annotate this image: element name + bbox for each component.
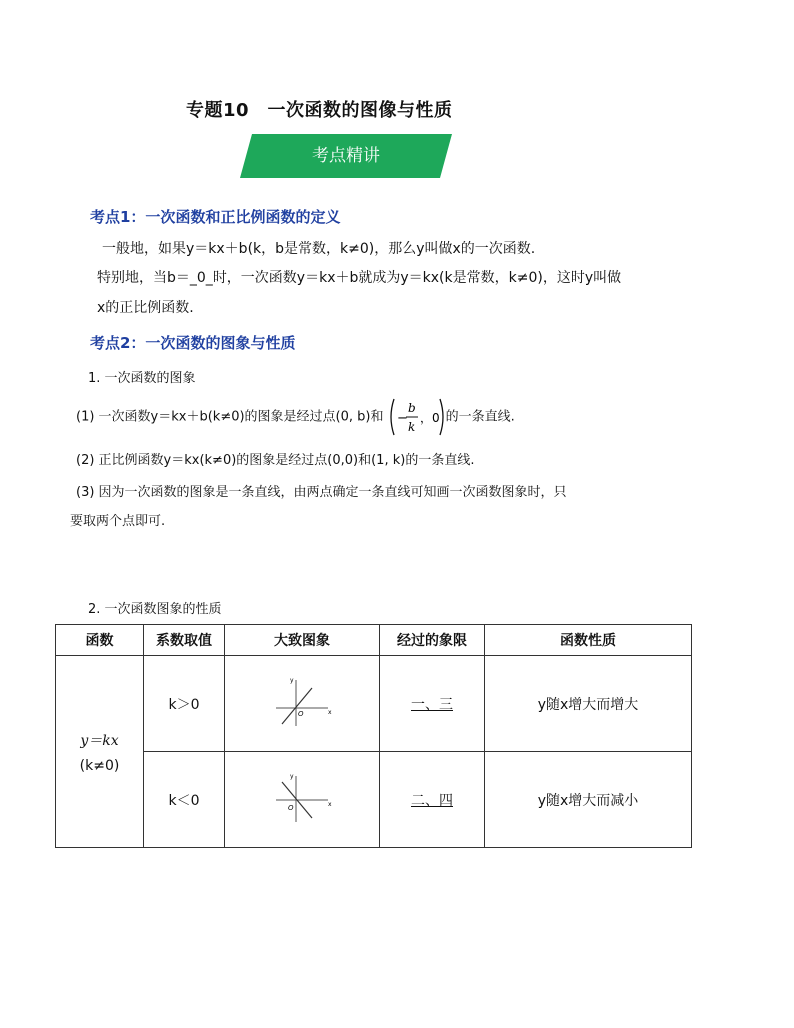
kp1-line2-end: 时，一次函数y＝kx＋b就成为y＝kx(k是常数，k≠0)，这时y叫做 <box>212 270 622 286</box>
kp2-item1 <box>76 397 515 437</box>
quadrant-cell <box>380 656 485 752</box>
kp1-line3: x的正比例函数. <box>97 300 194 316</box>
kp2-item3-line1: (3) 因为一次函数的图象是一条直线，由两点确定一条直线可知画一次函数图象时，只 <box>76 485 567 500</box>
kp2-item1-text: (1) 一次函数y＝kx＋b(k≠0)的图象是经过点(0, b)和 <box>76 409 384 425</box>
fraction-point <box>388 397 446 437</box>
properties-table <box>55 624 692 848</box>
quadrant-cell <box>380 752 485 848</box>
kp2-sub2: 2. 一次函数图象的性质 <box>88 602 222 617</box>
header-cell: 系数取值 <box>144 625 225 656</box>
origin-label: O <box>298 709 304 718</box>
header-cell: 函数 <box>56 625 144 656</box>
frac-zero: ，0 <box>419 411 440 425</box>
quadrant-answer: 二、四 <box>411 792 453 809</box>
line-k-positive <box>282 688 312 724</box>
property-cell: y随x增大而增大 <box>485 656 692 752</box>
kp2-sub1: 1. 一次函数的图象 <box>88 371 196 386</box>
table-header-row <box>56 625 692 656</box>
kp1-blank: _0_ <box>189 270 213 286</box>
graph-positive-slope <box>270 674 334 730</box>
header-cell: 大致图象 <box>225 625 380 656</box>
frac-minus: − <box>396 411 408 426</box>
axis-y-label: y <box>290 772 294 780</box>
page-title: 专题10 一次函数的图像与性质 <box>186 100 453 121</box>
kp2-item1-end: 的一条直线. <box>445 409 515 425</box>
header-cell: 函数性质 <box>485 625 692 656</box>
kp2-heading: 考点2：一次函数的图象与性质 <box>90 334 296 352</box>
graph-cell <box>225 752 380 848</box>
function-cond: (k≠0) <box>79 757 120 774</box>
axis-x-label: x <box>328 800 332 808</box>
axis-x-label: x <box>328 708 332 716</box>
property-cell: y随x增大而减小 <box>485 752 692 848</box>
axis-y-label: y <box>290 676 294 684</box>
frac-num: b <box>407 401 416 415</box>
table-row <box>56 656 692 752</box>
function-cell <box>56 656 144 848</box>
kp1-heading: 考点1：一次函数和正比例函数的定义 <box>90 208 341 226</box>
quadrant-answer: 一、三 <box>411 696 453 713</box>
coef-cell: k＞0 <box>144 656 225 752</box>
kp1-line2-start: 特别地，当b＝ <box>97 270 190 286</box>
graph-negative-slope <box>270 770 334 826</box>
right-paren <box>440 399 443 435</box>
section-banner <box>240 134 452 178</box>
kp2-item3-line2: 要取两个点即可. <box>70 514 166 529</box>
banner-label: 考点精讲 <box>312 146 380 166</box>
function-expr: y＝kx <box>80 732 119 749</box>
kp1-line2 <box>97 268 621 288</box>
table-row <box>56 752 692 848</box>
kp1-line1: 一般地，如果y＝kx＋b(k，b是常数，k≠0)，那么y叫做x的一次函数. <box>102 241 536 257</box>
graph-cell <box>225 656 380 752</box>
left-paren <box>391 399 394 435</box>
kp2-item2: (2) 正比例函数y＝kx(k≠0)的图象是经过点(0,0)和(1, k)的一条直线. <box>76 453 475 468</box>
header-cell: 经过的象限 <box>380 625 485 656</box>
origin-label: O <box>288 803 294 812</box>
frac-den: k <box>407 420 415 434</box>
coef-cell: k＜0 <box>144 752 225 848</box>
